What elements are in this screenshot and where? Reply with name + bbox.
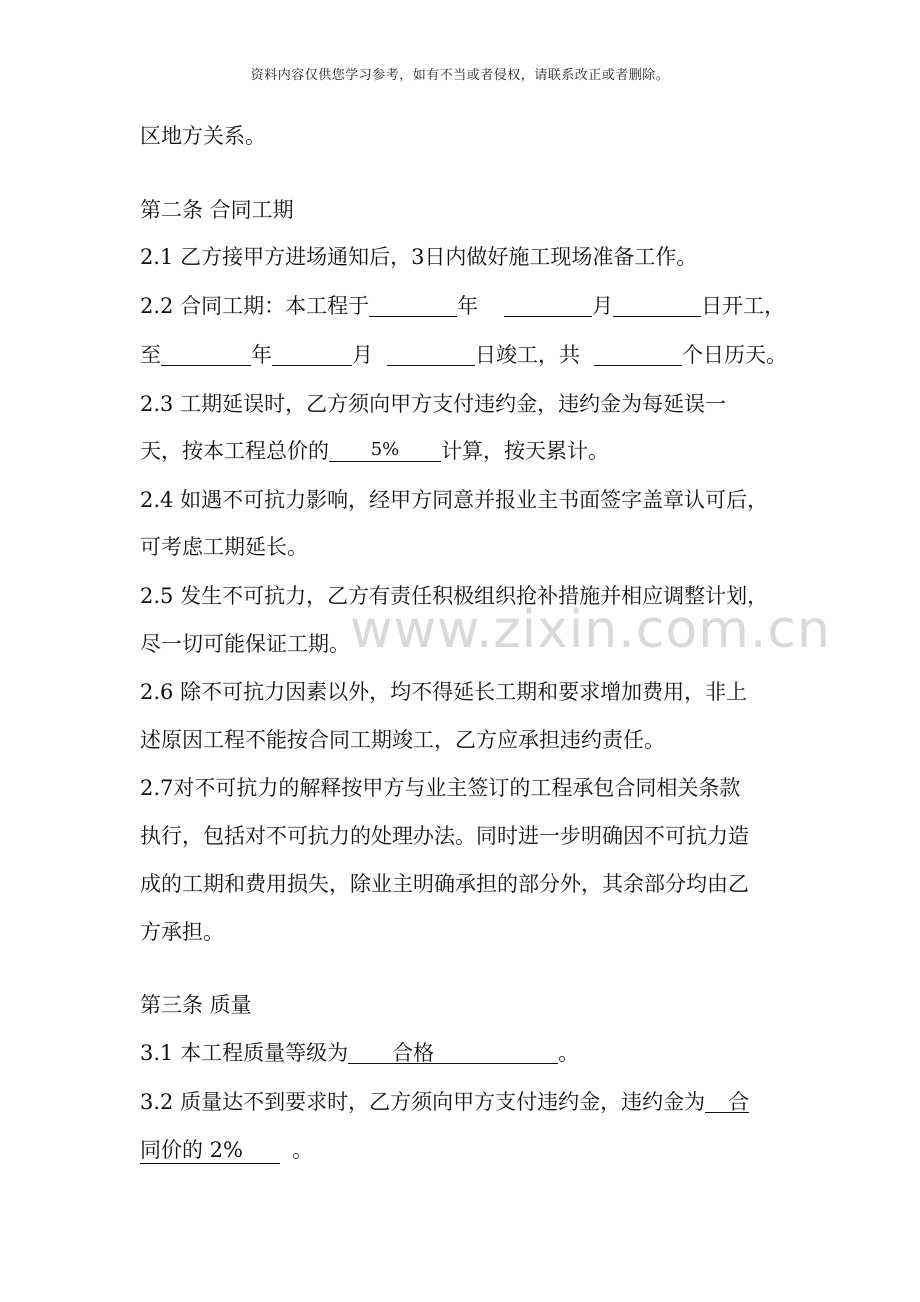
quality-grade-blank[interactable] xyxy=(348,1043,558,1064)
clause-3-2-line2 xyxy=(140,1140,313,1164)
clause-text: 天，按本工程总价的 xyxy=(140,439,329,463)
clause-text: 年 xyxy=(251,343,272,367)
clause-2-3-line1: 2.3 工期延误时，乙方须向甲方支付违约金，违约金为每延误一 xyxy=(140,392,727,416)
clause-3-2-line1 xyxy=(140,1092,749,1113)
month-blank[interactable] xyxy=(504,296,592,317)
clause-3-1 xyxy=(140,1043,579,1064)
penalty-rate-blank[interactable]: 5% xyxy=(329,441,441,462)
day-blank[interactable] xyxy=(613,296,701,317)
section-heading-3: 第三条 质量 xyxy=(140,993,252,1017)
end-year-blank[interactable] xyxy=(161,345,251,366)
clause-2-6-line2: 述原因工程不能按合同工期竣工，乙方应承担违约责任。 xyxy=(140,728,665,752)
clause-text: 至 xyxy=(140,343,161,367)
clause-text: 计算，按天累计。 xyxy=(441,439,609,463)
section-heading-2: 第二条 合同工期 xyxy=(140,198,294,222)
penalty-value-blank[interactable]: 合 xyxy=(705,1092,749,1113)
clause-text: 日竣工，共 xyxy=(475,343,580,367)
clause-text: 月 xyxy=(352,343,373,367)
clause-text: 。 xyxy=(558,1041,580,1065)
page-header-disclaimer: 资料内容仅供您学习参考，如有不当或者侵权，请联系改正或者删除。 xyxy=(250,68,670,83)
clause-text: 。 xyxy=(292,1138,313,1162)
clause-2-4-line2: 可考虑工期延长。 xyxy=(140,535,308,559)
clause-2-3-line2 xyxy=(140,441,609,462)
clause-2-1: 2.1 乙方接甲方进场通知后，3日内做好施工现场准备工作。 xyxy=(140,245,698,269)
calendar-days-blank[interactable] xyxy=(594,345,682,366)
clause-text: 日开工， xyxy=(701,294,786,318)
clause-text: 3.1 本工程质量等级为 xyxy=(140,1041,349,1065)
quality-grade-value: 合格 xyxy=(392,1041,435,1065)
clause-2-2-line1 xyxy=(140,296,785,317)
clause-2-7-line4: 方承担。 xyxy=(140,920,224,944)
clause-2-4-line1: 2.4 如遇不可抗力影响，经甲方同意并报业主书面签字盖章认可后， xyxy=(140,488,769,512)
clause-2-7-line3: 成的工期和费用损失，除业主明确承担的部分外，其余部分均由乙 xyxy=(140,872,749,896)
clause-2-7-line1: 2.7对不可抗力的解释按甲方与业主签订的工程承包合同相关条款 xyxy=(140,776,741,800)
clause-2-6-line1: 2.6 除不可抗力因素以外，均不得延长工期和要求增加费用，非上 xyxy=(140,680,748,704)
end-month-blank[interactable] xyxy=(272,345,352,366)
year-blank[interactable] xyxy=(369,296,457,317)
clause-text: 个日历天。 xyxy=(682,343,787,367)
clause-text: 2.2 合同工期：本工程于 xyxy=(140,294,370,318)
clause-2-5-line2: 尽一切可能保证工期。 xyxy=(140,632,350,656)
clause-text: 3.2 质量达不到要求时，乙方须向甲方支付违约金，违约金为 xyxy=(140,1090,706,1114)
watermark: www.zixin.com.cn xyxy=(350,600,831,660)
text-line: 区地方关系。 xyxy=(140,124,266,148)
clause-2-5-line1: 2.5 发生不可抗力，乙方有责任积极组织抢补措施并相应调整计划， xyxy=(140,584,769,608)
end-day-blank[interactable] xyxy=(387,345,475,366)
penalty-value-continued[interactable]: 同价的 2% xyxy=(140,1140,280,1164)
clause-2-2-line2 xyxy=(140,345,787,366)
clause-2-7-line2: 执行，包括对不可抗力的处理办法。同时进一步明确因不可抗力造 xyxy=(140,824,749,848)
clause-text: 年 xyxy=(457,294,479,318)
clause-text: 月 xyxy=(592,294,614,318)
